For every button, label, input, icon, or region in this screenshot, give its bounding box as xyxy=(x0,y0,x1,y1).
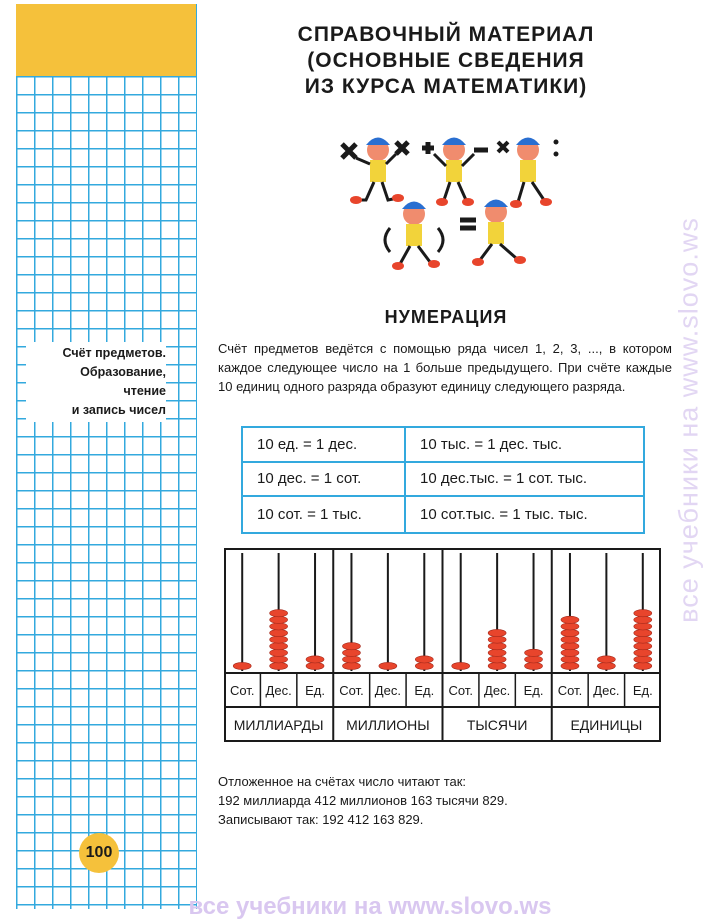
abacus-bead xyxy=(634,649,652,656)
rank-label: Ед. xyxy=(305,683,325,698)
abacus-bead xyxy=(270,649,288,656)
abacus-bead xyxy=(634,610,652,617)
abacus-bead xyxy=(306,662,324,669)
rank-label: Ед. xyxy=(523,683,544,698)
table-cell: 10 сот.тыс. = 1 тыс. тыс. xyxy=(420,506,588,524)
abacus-bead xyxy=(270,616,288,623)
abacus-bead xyxy=(270,643,288,650)
grid-margin xyxy=(16,4,197,909)
class-label: ТЫСЯЧИ xyxy=(466,717,528,733)
side-note-line: и запись чисел xyxy=(71,403,166,417)
abacus-bead xyxy=(488,656,506,663)
table-cell: 10 сот. = 1 тыс. xyxy=(243,497,406,532)
watermark-bottom: все учебники на www.slovo.ws xyxy=(188,893,552,920)
figure-divide xyxy=(498,138,559,209)
rank-label: Ед. xyxy=(414,683,435,698)
table-cell: 10 дес. = 1 сот. xyxy=(243,463,406,498)
reading-line: 192 миллиарда 412 миллионов 163 тысячи 829. xyxy=(218,793,508,808)
title-line: ИЗ КУРСА МАТЕМАТИКИ) xyxy=(304,75,588,98)
abacus-bead xyxy=(597,662,615,669)
rank-label: Сот. xyxy=(448,683,473,698)
abacus-bead xyxy=(488,636,506,643)
abacus-bead xyxy=(634,616,652,623)
abacus-bead xyxy=(415,662,433,669)
rank-label: Сот. xyxy=(229,683,255,698)
abacus-bead xyxy=(525,662,543,669)
reading-line: Отложенное на счётах число читают так: xyxy=(218,774,467,789)
side-note-line: Образование, xyxy=(80,365,166,379)
page-title xyxy=(215,22,677,100)
rank-label: Сот. xyxy=(557,683,583,698)
table-cell: 10 ед. = 1 дес. xyxy=(243,428,406,463)
rank-label: Дес. xyxy=(374,683,401,698)
class-label: ЕДИНИЦЫ xyxy=(570,717,643,733)
abacus-bead xyxy=(270,623,288,630)
math-figures-illustration xyxy=(330,128,570,278)
rank-label: Дес. xyxy=(484,683,511,698)
abacus-bead xyxy=(561,662,579,669)
figure-plus-minus xyxy=(422,138,488,207)
abacus-bead xyxy=(561,636,579,643)
margin-yellow-block xyxy=(16,4,196,76)
side-note xyxy=(26,342,166,422)
abacus-bead xyxy=(342,656,360,663)
abacus-bead xyxy=(233,662,251,669)
title-line: (ОСНОВНЫЕ СВЕДЕНИЯ xyxy=(307,49,585,72)
abacus-bead xyxy=(634,623,652,630)
abacus-bead xyxy=(561,649,579,656)
intro-paragraph: Счёт предметов ведётся с помощью ряда чисел 1, 2, 3, ..., в котором каждое следующее число на 1 больше предыдущего. При счёте каждые 10 единиц одного разряда образуют единицу следующего разряда. xyxy=(218,341,672,394)
abacus-bead xyxy=(488,662,506,669)
abacus-bead xyxy=(561,656,579,663)
abacus-bead xyxy=(306,656,324,663)
abacus-bead xyxy=(342,643,360,650)
reading-example xyxy=(218,772,658,829)
abacus-bead xyxy=(379,662,397,669)
figure-bracket xyxy=(385,202,443,271)
multiply-sign-icon xyxy=(342,144,356,158)
class-label: МИЛЛИОНЫ xyxy=(346,717,430,733)
rank-label: Ед. xyxy=(632,683,653,698)
title-line: СПРАВОЧНЫЙ МАТЕРИАЛ xyxy=(297,23,595,46)
abacus-bead xyxy=(634,662,652,669)
conversion-table xyxy=(241,426,645,534)
abacus-diagram xyxy=(224,547,661,743)
equals-sign-icon xyxy=(460,220,476,228)
abacus-bead xyxy=(634,656,652,663)
side-note-line: Счёт предметов. xyxy=(62,346,166,360)
abacus-bead xyxy=(270,610,288,617)
page-number-text: 100 xyxy=(85,844,113,861)
abacus-bead xyxy=(452,662,470,669)
abacus-bead xyxy=(634,629,652,636)
abacus-bead xyxy=(561,623,579,630)
page-number xyxy=(79,833,119,873)
side-note-line: чтение xyxy=(123,384,166,398)
abacus-bead xyxy=(525,649,543,656)
abacus-bead xyxy=(488,649,506,656)
class-label: МИЛЛИАРДЫ xyxy=(233,717,324,733)
reading-line: Записывают так: 192 412 163 829. xyxy=(218,812,424,827)
abacus-bead xyxy=(488,629,506,636)
section-heading: НУМЕРАЦИЯ xyxy=(384,307,508,327)
abacus-bead xyxy=(270,656,288,663)
plus-sign-icon xyxy=(422,142,434,154)
abacus-bead xyxy=(342,649,360,656)
abacus-bead xyxy=(342,662,360,669)
rank-label: Дес. xyxy=(593,683,620,698)
abacus-bead xyxy=(561,643,579,650)
rank-label: Дес. xyxy=(265,683,292,698)
abacus-bead xyxy=(634,643,652,650)
table-cell: 10 дес.тыс. = 1 сот. тыс. xyxy=(406,463,643,498)
abacus-bead xyxy=(270,636,288,643)
abacus-bead xyxy=(415,656,433,663)
abacus-bead xyxy=(488,643,506,650)
abacus-bead xyxy=(270,662,288,669)
watermark-side: все учебники на www.slovo.ws xyxy=(673,217,704,623)
abacus-bead xyxy=(597,656,615,663)
abacus-bead xyxy=(634,636,652,643)
rank-label: Сот. xyxy=(339,683,364,698)
abacus-bead xyxy=(270,629,288,636)
figure-equals xyxy=(460,200,526,267)
figure-multiply xyxy=(342,138,408,205)
abacus-bead xyxy=(561,629,579,636)
division-sign-icon xyxy=(554,140,559,145)
table-cell: 10 тыс. = 1 дес. тыс. xyxy=(406,428,643,463)
abacus-bead xyxy=(561,616,579,623)
abacus-bead xyxy=(525,656,543,663)
